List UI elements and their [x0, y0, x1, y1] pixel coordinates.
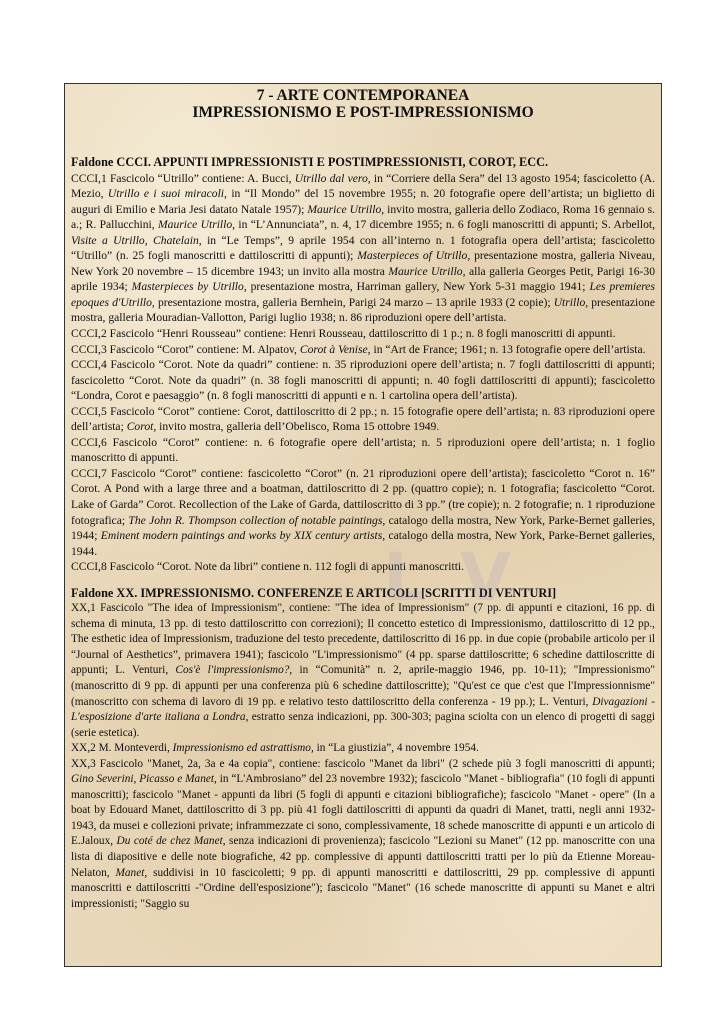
- watermark-logo: L V: [382, 539, 518, 616]
- page-content: [65, 84, 661, 912]
- entry-ccci-7: CCCI,7 Fascicolo “Corot” contiene: fascicoletto “Corot” (n. 21 riproduzioni opere dell’artista); fascicoletto “Corot n. 16” Corot. A Pond with a large three and a boatman, dattiloscritto di 2 pp. (quattro copie); n. 1 fotografia; fascicoletto “Corot. Lake of Garda” Corot. Recollection of the Lake of Garda, dattiloscritto di 3 pp.” (tre copie); n. 2 fotografie; n. 1 riproduzione fotografica; The John R. Thompson collection of notable paintings, catalogo della mostra, New York, Parke-Bernet galleries, 1944; Eminent modern paintings and works by XIX century artists, catalogo della mostra, New York, Parke-Bernet galleries, 1944.: [71, 466, 655, 558]
- entry-ccci-3: CCCI,3 Fascicolo “Corot” contiene: M. Alpatov, Corot à Venise, in “Art de France; 1961; n. 13 fotografie opere dell’artista.: [71, 342, 646, 356]
- entry-ccci-5: CCCI,5 Fascicolo “Corot” contiene: Corot, dattiloscritto di 2 pp.; n. 15 fotografie opere dell’artista; n. 83 riproduzioni opere dell’artista; Corot, invito mostra, galleria dell’Obelisco, Roma 15 ottobre 1949.: [71, 404, 655, 434]
- section-heading-xx: Faldone XX. IMPRESSIONISMO. CONFERENZE E ARTICOLI [SCRITTI DI VENTURI]: [71, 585, 557, 600]
- entry-xx-3: XX,3 Fascicolo "Manet, 2a, 3a e 4a copia", contiene: fascicolo "Manet da libri" (2 schede più 3 fogli manoscritti di appunti; Gino Severini, Picasso e Manet, in “L'Ambrosiano” del 23 novembre 1932); fascicolo "Manet - bibliografia" (10 fogli di appunti manoscritti); fascicolo "Manet - appunti da libri (5 fogli di appunti e citazioni bibliografiche); fascicolo "Manet - opere" (In a boat by Edouard Manet, dattiloscritto di 3 pp. più 41 fogli dattiloscritti di appunti da quadri di Manet, tratti, negli anni 1932-1943, da musei e collezioni private; inframmezzate ci sono, complessivamente, 18 schede manoscritte di appunti e un articolo di E.Jaloux, Du coté de chez Manet, senza indicazioni di provenienza); fascicolo "Lezioni su Manet" (12 pp. manoscritte con una lista di diapositive e delle note biografiche, 42 pp. complessive di appunti dattiloscritti tratti per lo più da Etienne Moreau-Nelaton, Manet, suddivisi in 10 fascicoletti; 9 pp. di appunti manoscritti e dattiloscritti, 29 pp. complessive di appunti manoscritti e dattiloscritti -"Ordine dell'esposizione"); fascicolo "Manet" (16 schede manoscritte di appunti su Manet e altri impressionisti; "Saggio su: [71, 757, 656, 910]
- document-page: [64, 83, 662, 967]
- page-title: 7 - ARTE CONTEMPORANEA: [256, 87, 470, 104]
- entry-ccci-4: CCCI,4 Fascicolo “Corot. Note da quadri” contiene: n. 35 riproduzioni opere dell’artista; n. 7 fogli dattiloscritti di appunti; fascicoletto “Corot. Note da quadri” (n. 38 fogli manoscritti di appunti; n. 40 fogli dattiloscritti di appunti); fascicoletto “Londra, Corot e paesaggio” (n. 8 fogli manoscritti di appunti e n. 1 cartolina opera dell’artista).: [71, 358, 655, 403]
- entry-ccci-8: CCCI,8 Fascicolo “Corot. Note da libri” contiene n. 112 fogli di appunti manoscritti.: [71, 560, 465, 574]
- spacer: [71, 575, 655, 586]
- page-subtitle: IMPRESSIONISMO E POST-IMPRESSIONISMO: [192, 104, 534, 121]
- entry-ccci-1: CCCI,1 Fascicolo “Utrillo” contiene: A. Bucci, Utrillo dal vero, in “Corriere della Sera” del 13 agosto 1954; fascicoletto (A. Mezio, Utrillo e i suoi miracoli, in “Il Mondo” del 15 novembre 1955; n. 20 fotografie opere dell’artista; un biglietto di auguri di Emilio e Maria Jesi datato Natale 1957); Maurice Utrillo, invito mostra, galleria dello Zodiaco, Roma 16 gennaio s. a.; R. Pallucchini, Maurice Utrillo, in “L’Annunciata”, n. 4, 17 dicembre 1955; n. 6 fogli manoscritti di appunti; S. Arbellot, Visite a Utrillo, Chatelain, in “Le Temps”, 9 aprile 1954 con all’interno n. 1 fotografia opera dell’artista; fascicoletto “Utrillo” (n. 25 fogli manoscritti e dattiloscritti di appunti); Masterpieces of Utrillo, presentazione mostra, galleria Niveau, New York 20 novembre – 15 dicembre 1943; un invito alla mostra Maurice Utrillo, alla galleria Georges Petit, Parigi 16-30 aprile 1934; Masterpieces by Utrillo, presentazione mostra, Harriman gallery, New York 5-31 maggio 1941; Les premieres epoques d'Utrillo, presentazione mostra, galleria Bernhein, Parigi 24 marzo – 13 aprile 1933 (2 copie); Utrillo, presentazione mostra, galleria Mouradian-Vallotton, Parigi luglio 1938; n. 86 riproduzioni opere dell’artista.: [71, 171, 656, 325]
- entry-ccci-6: CCCI,6 Fascicolo “Corot” contiene: n. 6 fotografie opere dell’artista; n. 5 riproduzioni opere dell’artista; n. 1 foglio manoscritto di appunti.: [71, 435, 655, 465]
- section-heading-ccci: Faldone CCCI. APPUNTI IMPRESSIONISTI E POSTIMPRESSIONISTI, COROT, ECC.: [71, 155, 549, 169]
- entry-xx-2: XX,2 M. Monteverdi, Impressionismo ed astrattismo, in “La giustizia”, 4 novembre 1954.: [71, 742, 479, 755]
- entry-ccci-2: CCCI,2 Fascicolo “Henri Rousseau” contiene: Henri Rousseau, dattiloscritto di 1 p.; n. 8 fogli manoscritti di appunti.: [71, 326, 616, 340]
- entry-xx-1: XX,1 Fascicolo "The idea of Impressionism", contiene: "The idea of Impressionism" (7 pp. di appunti e citazioni, 16 pp. di schema di minuta, 13 pp. di testo dattiloscritto con correzioni); Il concetto estetico di Impressionismo, dattiloscritto di 12 pp., The esthetic idea of Impressionism, traduzione del testo precedente, dattiloscritto di 16 pp. in due copie (probabile articolo per il “Journal of Aesthetics”, primavera 1941); fascicolo "L'impressionismo" (4 pp. sparse dattiloscritte; 6 schedine dattiloscritte di appunti; L. Venturi, Cos'è l'impressionismo?, in “Comunità” n. 2, aprile-maggio 1946, pp. 10-11); "Impressionismo" (manoscritto di 9 pp. di appunti per una conferenza più 6 schedine dattiloscritte); "Qu'est ce que c'est que l'Impressionnisme" (manoscritto con schema di lavoro di 19 pp. e relativo testo dattiloscritto della conferenza - 19 pp.); L. Venturi, Divagazioni - L'esposizione d'arte italiana a Londra, estratto senza indicazioni, pp. 300-303; pagina sciolta con un elenco di progetti di saggi (serie estetica).: [71, 602, 655, 739]
- spacer: [71, 121, 655, 155]
